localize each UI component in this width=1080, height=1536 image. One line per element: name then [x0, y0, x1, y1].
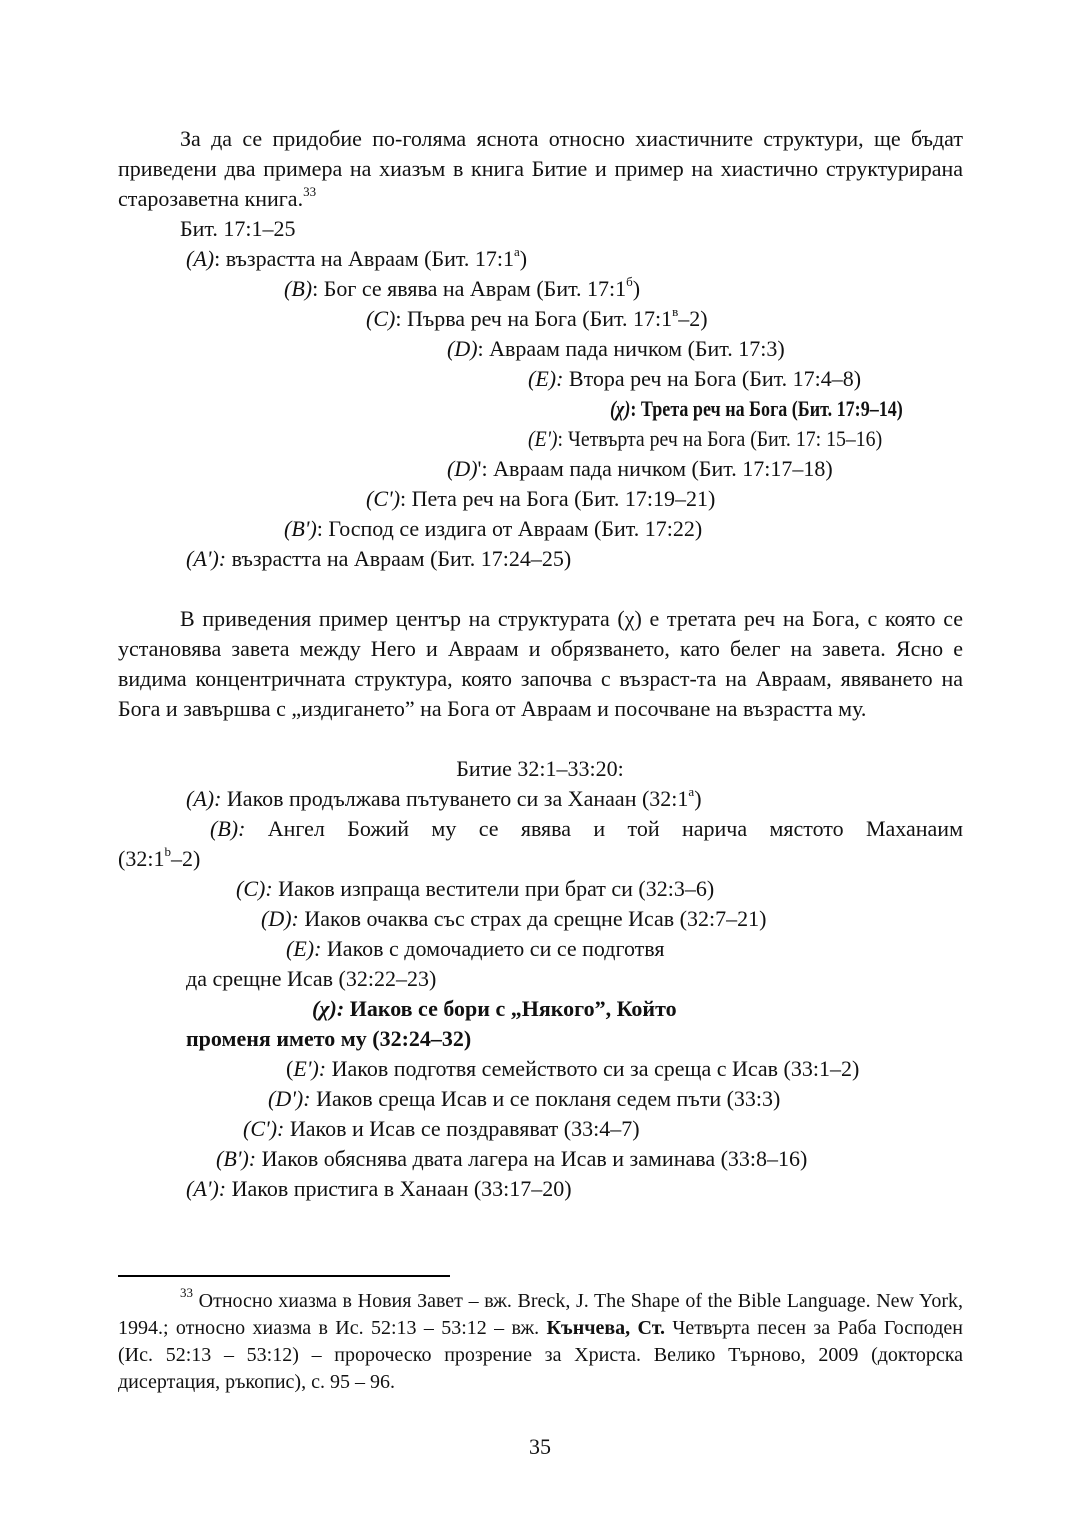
example1-item-c: (C): Първа реч на Бога (Бит. $17:1^в-2$)	[366, 303, 708, 331]
footnote-reference[interactable]: 33	[303, 183, 317, 199]
footnote-author: Кънчева, Ст.	[546, 1317, 666, 1339]
example2-item-e: (E): Иаков с домочадието си се подготвя	[286, 936, 665, 961]
example1-item-b-prime: (B'): Господ се издига от Авраам (Бит. 17:22)	[284, 516, 703, 541]
example2-item-b: (B): Ангел Божий му се явява и той нарича мястото Маханаим	[210, 816, 963, 841]
example2-item-e-prime: (E'): Иаков подготвя семейството си за среща с Исав (33:1–2)	[286, 1056, 860, 1081]
example2-item-b-continued: (32:1$^b$–2)	[118, 843, 201, 871]
commentary-paragraph: В приведения пример център на структурата (χ) е третата реч на Бога, с която се установява завета между Него и Авраам и обрязването, като белег на завета. Ясно е видима концентричната структура, която започва с възраст-та на Авраам, явяването на Бога и завършва с „издигането” на Бога от Авраам и посочване на възрастта му.	[118, 606, 963, 721]
example2-item-center: (χ): Иаков се бори с „Някого”, Който	[312, 996, 677, 1021]
example1-item-a-prime: (A'): възрастта на Авраам (Бит. 17:24–25)	[186, 546, 572, 571]
example2-item-c: (C): Иаков изпраща вестители при брат си (32:3–6)	[236, 876, 715, 901]
example2-item-center-continued: променя името му (32:24–32)	[186, 1026, 472, 1051]
example1-item-e: (E): Втора реч на Бога (Бит. 17:4–8)	[528, 366, 862, 391]
intro-paragraph: За да се придобие по-голяма яснота относно хиастичните структури, ще бъдат приведени два примера на хиазъм в книга Битие и пример на хиастично структурирана старозаветна книга.$^{33}$	[118, 126, 963, 211]
example1-item-center: (χ): Трета реч на Бога (Бит. 17:9–14)	[610, 396, 903, 421]
example2-item-c-prime: (C'): Иаков и Исав се поздравяват (33:4–7)	[243, 1116, 640, 1141]
example1-heading: Бит. 17:1–25	[180, 216, 296, 241]
example2-item-e-continued: да срещне Исав (32:22–23)	[186, 966, 437, 991]
example1-item-a: (A): възрастта на Авраам (Бит. $17:1^а$)	[186, 243, 528, 271]
example1-item-d: (D): Авраам пада ничком (Бит. 17:3)	[447, 336, 785, 361]
example1-item-c-prime: (C'): Пета реч на Бога (Бит. 17:19–21)	[366, 486, 716, 511]
example2-item-b-prime: (B'): Иаков обяснява двата лагера на Исав и заминава (33:8–16)	[216, 1146, 808, 1171]
example2-item-d-prime: (D'): Иаков среща Исав и се покланя седем пъти (33:3)	[268, 1086, 781, 1111]
example1-item-b: (B): Бог се явява на Аврам (Бит. $17:1^б$)	[284, 273, 641, 301]
example2-heading: Битие 32:1–33:20:	[456, 756, 624, 781]
footnote-33: $^{33}$ Относно хиазма в Новия Завет – вж. Breck, J. The Shape of the Bible Language. New York, 1994.; относно хиазма в Ис. 52:13 – 53:12 – вж. Кънчева, Ст. Четвърта песен за Раба Господен (Ис. 52:13 – 53:12) – пророческо прозрение за Христа. Велико Търново, 2009 (докторска дисертация, ръкопис), с. 95 – 96.	[118, 1285, 963, 1393]
page-number: 35	[529, 1434, 551, 1459]
example2-item-a-prime: (A'): Иаков пристига в Ханаан (33:17–20)	[186, 1176, 572, 1201]
example1-item-e-prime: (E'): Четвърта реч на Бога (Бит. 17: 15–16)	[528, 426, 883, 451]
footnote-number: 33	[180, 1285, 193, 1301]
example2-item-d: (D): Иаков очаква със страх да срещне Исав (32:7–21)	[261, 906, 767, 931]
example2-item-a: (A): Иаков продължава пътуването си за Ханаан $(32:1^а)$	[186, 783, 702, 811]
footnote-separator	[118, 1275, 450, 1277]
example1-item-d-prime: (D)': Авраам пада ничком (Бит. 17:17–18)	[447, 456, 833, 481]
